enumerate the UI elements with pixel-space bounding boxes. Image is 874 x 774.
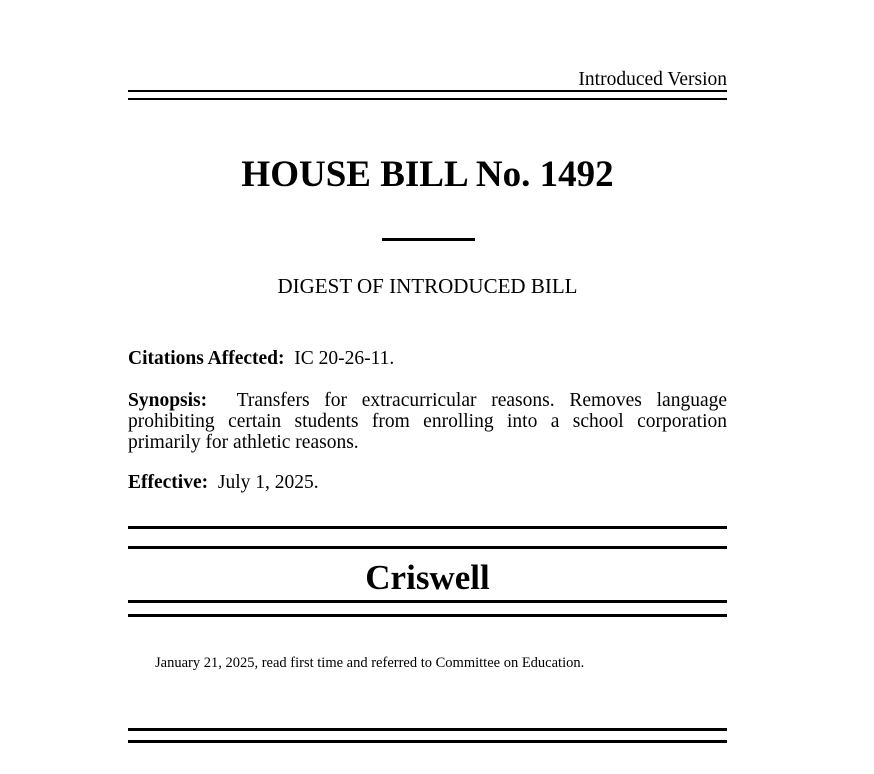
- author-name: Criswell: [365, 558, 490, 597]
- synopsis-value: Transfers for extracurricular reasons. Removes language prohibiting certain students from enrolling into a school corporation primarily for athletic reasons.: [128, 390, 728, 453]
- author-rule-1: [128, 526, 727, 529]
- title-short-rule: [382, 238, 475, 241]
- citations-value: IC 20-26-11.: [294, 348, 395, 369]
- footer-rule-2: [128, 740, 727, 743]
- citations-affected: [128, 348, 727, 369]
- citations-label: Citations Affected:: [128, 348, 285, 369]
- digest-heading: DIGEST OF INTRODUCED BILL: [277, 274, 578, 298]
- history-entry: January 21, 2025, read first time and referred to Committee on Education.: [155, 655, 585, 671]
- bill-title: HOUSE BILL No. 1492: [241, 154, 614, 195]
- author-rule-2: [128, 546, 727, 549]
- author-rule-4: [128, 614, 727, 617]
- header-rule-bottom: [128, 98, 727, 100]
- effective-value: July 1, 2025.: [217, 472, 319, 493]
- effective-date: [128, 472, 727, 493]
- header-rule-top: [128, 90, 727, 92]
- author-rule-3: [128, 600, 727, 603]
- footer-rule-1: [128, 728, 727, 731]
- synopsis-label: Synopsis:: [128, 390, 208, 411]
- synopsis: [128, 390, 727, 453]
- version-label: Introduced Version: [578, 69, 727, 90]
- effective-label: Effective:: [128, 472, 209, 493]
